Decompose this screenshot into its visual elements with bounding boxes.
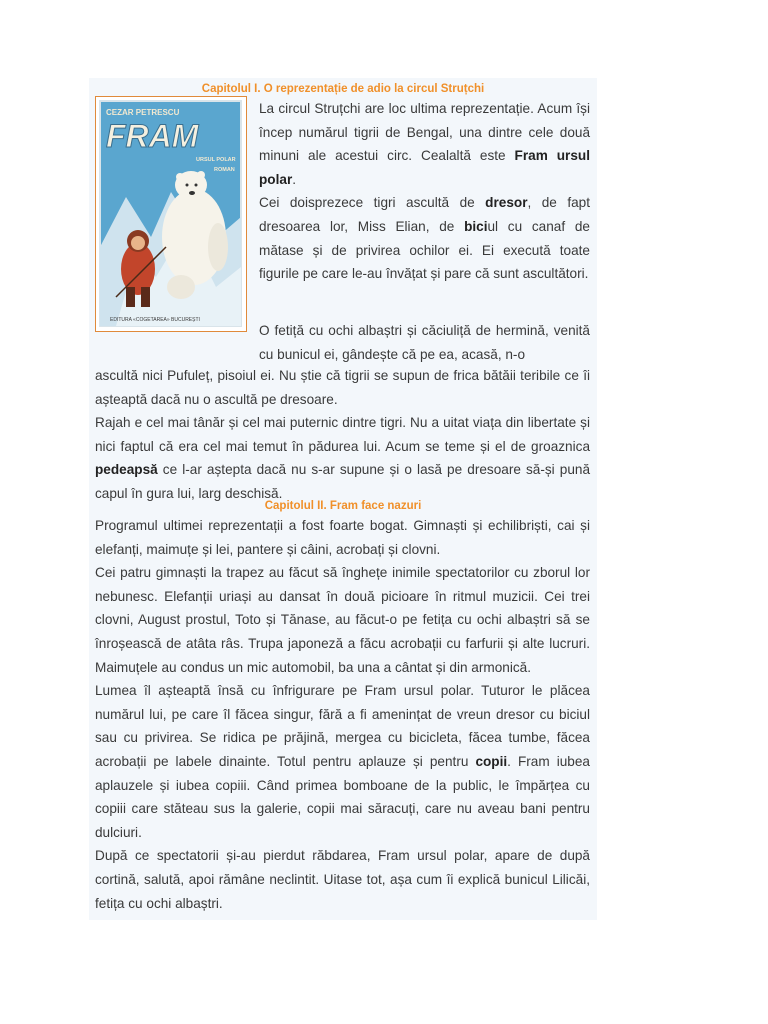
- bold-term: copii: [475, 753, 508, 769]
- paragraph: [95, 411, 590, 505]
- paragraph: ascultă nici Pufuleț, pisoiul ei. Nu știe că tigrii se supun de frica bătăii teribile ce îi așteaptă dacă nu o ascultă pe dresoare.: [95, 368, 590, 407]
- text-run: Cei doisprezece tigri ascultă de: [259, 195, 486, 211]
- paragraph: [95, 679, 590, 844]
- bold-term: pedeapsă: [95, 462, 158, 478]
- bold-term: bici: [464, 218, 488, 234]
- cover-subtitle: URSUL POLAR: [196, 157, 236, 163]
- paragraph: O fetiță cu ochi albaștri și căciuliță de hermină, venită cu bunicul ei, gândește că pe ea, acasă, n-o: [259, 323, 590, 362]
- paragraph: Cei patru gimnaști la trapez au făcut să înghețe inimile spectatorilor cu zborul lor nebunesc. Elefanții uriași au dansat în două picioare în ritmul muzicii. Cei trei clovni, August prostul, Toto și Tănase, au făcut-o pe fetița cu ochi albaștri să se înroșească de atâta râs. Trupa japoneză a făcu acrobații cu farfurii și alte lucruri. Maimuțele au condus un mic automobil, ba una a cântat și din armonică.: [95, 565, 590, 675]
- text-run: ul cu canaf de mătase și de privirea ochilor ei. Ei execută toate figurile pe care le-au învățat și pare că sunt ascultători.: [259, 218, 590, 282]
- bold-term: dresor: [485, 195, 528, 211]
- text-run: Rajah e cel mai tânăr și cel mai puternic dintre tigri. Nu a uitat viața din libertate și nici faptul că era cel mai temut în pădurea lui. Acum se teme și el de groaznica: [95, 415, 590, 454]
- text-run: La circul Struțchi are loc ultima reprezentație. Acum își încep numărul tigrii de Bengal, una dintre cele două minuni ale acestui circ. Cealaltă este: [259, 101, 590, 164]
- bold-term: Fram ursul polar: [259, 148, 590, 187]
- paragraph: [259, 191, 590, 285]
- text-run: , de fapt dresoarea lor, Miss Elian, de: [259, 195, 591, 234]
- paragraph: [259, 97, 590, 191]
- book-cover-image: [95, 96, 247, 332]
- text-run: Lumea îl așteaptă însă cu înfrigurare pe Fram ursul polar. Tuturor le plăcea numărul lui, pe care îl făcea singur, fără a fi amenințat de vreun dresor cu biciul sau cu privirea. Se ridica pe prăjină, mergea cu bicicleta, făcea tumbe, făcea acrobații pe labele dinainte. Totul pentru aplauze și pentru: [95, 683, 590, 769]
- chapter-1-body: [95, 364, 590, 506]
- chapter-1-intro: [259, 97, 590, 286]
- cover-genre: ROMAN: [214, 167, 235, 173]
- text-run: ce l-ar aștepta dacă nu s-ar supune și o lasă pe dresoare să-și pună capul în gura lui, larg deschisă.: [95, 462, 590, 501]
- chapter-1-heading: Capitolul I. O reprezentație de adio la circul Struțchi: [201, 83, 485, 95]
- text-run: .: [292, 171, 297, 187]
- chapter-2-heading: Capitolul II. Fram face nazuri: [264, 500, 422, 512]
- paragraph: După ce spectatorii și-au pierdut răbdarea, Fram ursul polar, apare de după cortină, salută, apoi rămâne neclintit. Uitase tot, așa cum îi explică bunicul Lilicăi, fetița cu ochi albaștri.: [95, 848, 590, 911]
- cover-publisher: EDITURA «COGETAREA» BUCUREȘTI: [110, 317, 200, 323]
- paragraph: Programul ultimei reprezentații a fost foarte bogat. Gimnaști și echilibriști, cai și elefanți, maimuțe și lei, pantere și câini, acrobați și clovni.: [95, 518, 590, 557]
- chapter-1-paragraph-top: [259, 319, 590, 366]
- cover-author: CEZAR PETRESCU: [106, 108, 180, 117]
- text-run: . Fram iubea aplauzele și iubea copiii. Când primea bomboane de la public, le împărțea cu copiii care stăteau sus la galerie, copii mai săracuți, care nu aveau bani pentru dulciuri.: [95, 753, 590, 840]
- cover-title: FRAM: [106, 118, 199, 154]
- chapter-2-body: [95, 514, 590, 915]
